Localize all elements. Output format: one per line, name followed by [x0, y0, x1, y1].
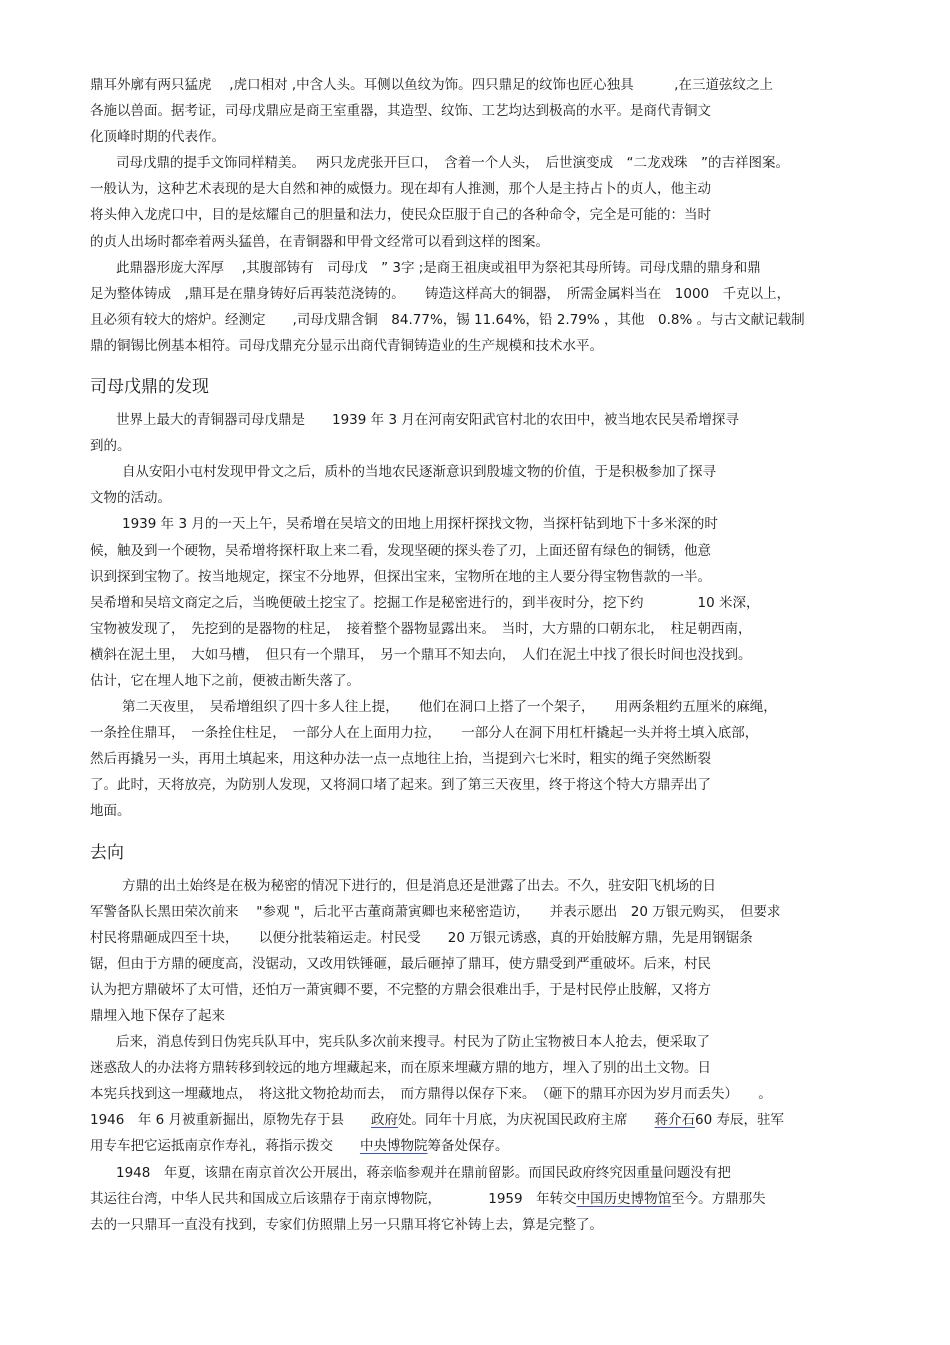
text-line: 鼎的铜锡比例基本相符。司母戊鼎充分显示出商代青铜铸造业的生产规模和技术水平。	[90, 337, 603, 354]
text-line: 宝物被发现了， 先挖到的是器物的柱足， 接着整个器物显露出来。 当时，大方鼎的口朝东北， 柱足朝西南，	[90, 620, 752, 637]
text-line: 一般认为，这种艺术表现的是大自然和神的威慑力。现在却有人推测，那个人是主持占卜的贞人，他主动	[90, 181, 711, 198]
link-history-museum[interactable]: 中国历史博物馆	[576, 1190, 672, 1207]
text-line: 此鼎器形庞大浑厚 ,其腹部铸有 司母戊 ” 3字 ;是商王祖庚或祖甲为祭祀其母所铸。司母戊鼎的鼎身和鼎	[116, 259, 761, 276]
section-heading: 司母戊鼎的发现	[90, 377, 209, 398]
section-whereabouts	[90, 873, 860, 1238]
text-line: 到的。	[90, 438, 131, 455]
text-line: 世界上最大的青铜器司母戊鼎是 1939 年 3 月在河南安阳武官村北的农田中，被当地农民吴希增探寻	[116, 412, 739, 429]
text-line: 1939 年 3 月的一天上午，吴希增在吴培文的田地上用探杆探找文物，当探杆钻到地下十多米深的时	[122, 516, 718, 533]
text-line: 鼎耳外廓有两只猛虎 ,虎口相对 ,中含人头。耳侧以鱼纹为饰。四只鼎足的纹饰也匠心独具 ,在三道弦纹之上	[90, 77, 773, 93]
text-line: 各施以兽面。据考证，司母戊鼎应是商王室重器，其造型、纹饰、工艺均达到极高的水平。是商代青铜文	[90, 103, 711, 120]
text-line: 的贞人出场时都牵着两头猛兽，在青铜器和甲骨文经常可以看到这样的图案。	[90, 233, 549, 250]
text-line: 估计，它在埋人地下之前，便被击断失落了。	[90, 672, 360, 689]
text-segment: 1946 年 6 月被重新掘出，原物先存于县	[90, 1112, 372, 1129]
link-central-museum[interactable]: 中央博物院	[360, 1138, 428, 1155]
text-line: 候，触及到一个硬物，吴希增将探杆取上来二看，发现坚硬的探头卷了刃，上面还留有绿色的铜锈，他意	[90, 542, 711, 559]
text-segment: 筹备处保存。	[427, 1138, 509, 1155]
text-line: 鼎埋入地下保存了起来	[90, 1008, 225, 1024]
text-line: 去的一只鼎耳一直没有找到，专家们仿照鼎上另一只鼎耳将它补铸上去，算是完整了。	[90, 1216, 603, 1233]
text-line	[90, 1186, 860, 1212]
section-description	[90, 72, 860, 359]
text-line: 将头伸入龙虎口中，目的是炫耀自己的胆量和法力，使民众臣服于自己的各种命令，完全是可能的：当时	[90, 207, 711, 224]
text-segment: 用专车把它运抵南京作寿礼，蒋指示拨交	[90, 1138, 360, 1155]
section-discovery	[90, 407, 860, 825]
text-line: 本宪兵找到这一埋藏地点， 将这批文物抢劫而去， 而方鼎得以保存下来。 （砸下的鼎耳亦因为岁月而丢失） 。	[90, 1086, 772, 1103]
text-line: 1948 年夏，该鼎在南京首次公开展出，蒋亲临参观并在鼎前留影。而国民政府终究因重量问题没有把	[116, 1164, 731, 1181]
text-line: 吴希增和吴培文商定之后，当晚便破土挖宝了。挖掘工作是秘密进行的，到半夜时分，挖下约 10 米深，	[90, 594, 760, 611]
text-line: 且必须有较大的熔炉。经测定 ,司母戊鼎含铜 84.77%，锡 11.64%，铅 2.79% ，其他 0.8% 。与古文献记载制	[90, 311, 805, 328]
text-segment: 其运往台湾，中华人民共和国成立后该鼎存于南京博物院， 1959 年转交	[90, 1190, 577, 1207]
text-line: 文物的活动。	[90, 490, 171, 507]
text-line: 后来，消息传到日伪宪兵队耳中，宪兵队多次前来搜寻。村民为了防止宝物被日本人抢去，便采取了	[116, 1034, 710, 1051]
text-segment: 至今。方鼎那失	[671, 1190, 766, 1207]
document-page	[90, 72, 860, 1238]
link-chiang-kai-shek[interactable]: 蒋介石	[654, 1112, 696, 1129]
text-line: 横斜在泥土里， 大如马槽， 但只有一个鼎耳， 另一个鼎耳不知去向， 人们在泥土中找了很长时间也没找到。	[90, 646, 752, 663]
text-line: 足为整体铸成 ,鼎耳是在鼎身铸好后再装范浇铸的。 铸造这样高大的铜器， 所需金属料当在 1000 千克以上，	[90, 285, 791, 302]
text-line: 村民将鼎砸成四至十块， 以便分批装箱运走。村民受 20 万银元诱惑，真的开始肢解方鼎，先是用钢锯条	[90, 929, 753, 946]
text-line: 司母戊鼎的提手文饰同样精美。 两只龙虎张开巨口， 含着一个人头， 后世演变成 “二龙戏珠 ”的吉祥图案。	[116, 155, 790, 172]
text-line: 一条拴住鼎耳， 一条拴住柱足， 一部分人在上面用力拉， 一部分人在洞下用杠杆撬起一头并将土填入底部，	[90, 725, 759, 742]
section-heading: 去向	[90, 842, 124, 863]
text-line: 认为把方鼎破坏了太可惜，还怕万一萧寅卿不要，不完整的方鼎会很难出手，于是村民停止肢解，又将方	[90, 981, 711, 998]
text-line: 锯，但由于方鼎的硬度高，没锯动，又改用铁锤砸，最后砸掉了鼎耳，使方鼎受到严重破坏。后来，村民	[90, 955, 711, 972]
text-line: 地面。	[90, 803, 131, 820]
text-line: 迷惑敌人的办法将方鼎转移到较远的地方埋藏起来，而在原来埋藏方鼎的地方，埋入了别的出土文物。日	[90, 1060, 711, 1077]
text-line: 方鼎的出土始终是在极为秘密的情况下进行的，但是消息还是泄露了出去。不久，驻安阳飞机场的日	[122, 877, 716, 894]
text-segment: 处。同年十月底，为庆祝国民政府主席	[398, 1112, 655, 1129]
text-line: 了。此时，天将放亮，为防别人发现，又将洞口堵了起来。到了第三天夜里，终于将这个特大方鼎弄出了	[90, 777, 711, 794]
text-line	[90, 1133, 860, 1159]
text-line: 自从安阳小屯村发现甲骨文之后，质朴的当地农民逐渐意识到殷墟文物的价值，于是积极参加了探寻	[122, 464, 716, 481]
text-segment: 60 寿辰，驻军	[695, 1112, 785, 1129]
text-line: 然后再撬另一头，再用土填起来，用这种办法一点一点地往上抬，当提到六七米时，粗实的绳子突然断裂	[90, 751, 711, 768]
link-government[interactable]: 政府	[371, 1112, 399, 1129]
text-line: 化顶峰时期的代表作。	[90, 129, 225, 146]
text-line	[90, 1107, 860, 1133]
text-line: 识到探到宝物了。按当地规定，探宝不分地界，但探出宝来，宝物所在地的主人要分得宝物售款的一半。	[90, 568, 711, 585]
text-line: 军警备队长黑田荣次前来 "参观 "，后北平古董商萧寅卿也来秘密造访， 并表示愿出 20 万银元购买， 但要求	[90, 903, 781, 920]
text-line: 第二天夜里， 吴希增组织了四十多人往上提， 他们在洞口上搭了一个架子， 用两条粗约五厘米的麻绳，	[122, 699, 777, 716]
